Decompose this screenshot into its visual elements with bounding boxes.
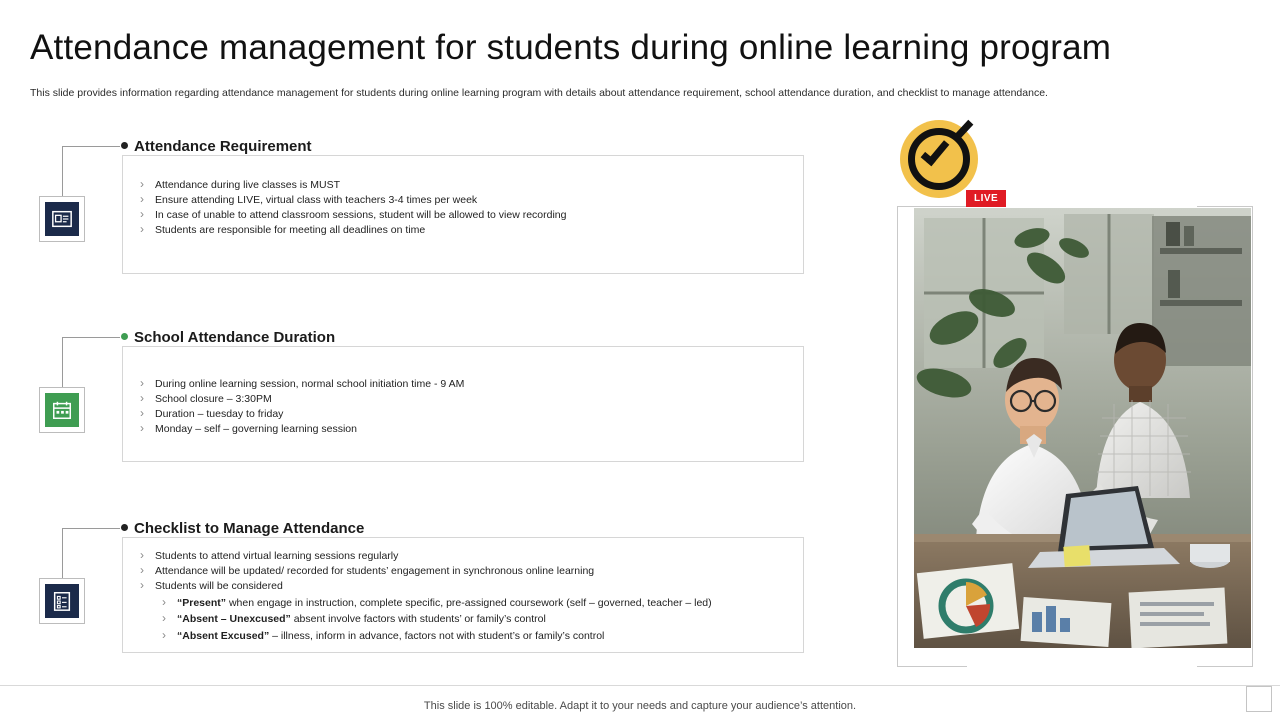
panel-school-attendance-duration bbox=[122, 346, 804, 462]
list-item-term: “Absent – Unexcused” bbox=[177, 613, 291, 625]
panel-checklist bbox=[122, 537, 804, 653]
frame-top-left-line bbox=[897, 206, 967, 207]
list-item: › Students are responsible for meeting all deadlines on time bbox=[137, 223, 785, 238]
list-item: › Students will be considered bbox=[137, 579, 785, 594]
media-panel bbox=[897, 120, 1267, 680]
connector-vertical bbox=[62, 146, 63, 196]
list-item: › In case of unable to attend classroom sessions, student will be allowed to view recording bbox=[137, 208, 785, 223]
frame-right-line bbox=[1252, 206, 1253, 666]
footer-note: This slide is 100% editable. Adapt it to your needs and capture your audience’s attention. bbox=[423, 700, 857, 712]
frame-left-line bbox=[897, 206, 898, 666]
section-heading: School Attendance Duration bbox=[134, 329, 336, 346]
bullet-list bbox=[137, 178, 785, 238]
corner-marker bbox=[1246, 686, 1272, 712]
list-item-text: when engage in instruction, complete specific, pre-assigned coursework (self – governed, teacher – led) bbox=[226, 596, 712, 609]
section-bullet-dot bbox=[121, 142, 128, 149]
frame-bottom-right-line bbox=[1197, 666, 1253, 667]
list-item-text: absent involve factors with students’ or family’s control bbox=[290, 613, 546, 625]
connector-horizontal bbox=[62, 528, 120, 529]
connector-vertical bbox=[62, 528, 63, 578]
panel-attendance-requirement bbox=[122, 155, 804, 274]
list-item: › Attendance will be updated/ recorded for students’ engagement in synchronous online learning bbox=[137, 564, 785, 579]
list-item: › School closure – 3:30PM bbox=[137, 392, 785, 407]
bullet-list bbox=[137, 377, 785, 437]
live-badge: LIVE bbox=[966, 190, 1006, 207]
section-heading: Attendance Requirement bbox=[134, 138, 312, 155]
list-item: › Ensure attending LIVE, virtual class with teachers 3-4 times per week bbox=[137, 193, 785, 208]
media-photo bbox=[914, 208, 1251, 648]
check-mark-tail bbox=[955, 120, 974, 139]
calendar-icon bbox=[45, 393, 79, 427]
list-item: › Duration – tuesday to friday bbox=[137, 407, 785, 422]
check-circle-icon bbox=[900, 120, 978, 198]
section-bullet-dot bbox=[121, 524, 128, 531]
section-bullet-dot bbox=[121, 333, 128, 340]
frame-top-right-line bbox=[1197, 206, 1253, 207]
frame-bottom-left-line bbox=[897, 666, 967, 667]
connector-horizontal bbox=[62, 146, 120, 147]
list-item-sub bbox=[137, 612, 785, 627]
list-item-text: – illness, inform in advance, factors not with student’s or family’s control bbox=[269, 629, 605, 642]
list-item: › Attendance during live classes is MUST bbox=[137, 178, 785, 193]
list-item-sub bbox=[137, 596, 785, 611]
list-item-term: “Present” bbox=[177, 596, 227, 609]
icon-box-school-attendance-duration bbox=[39, 387, 85, 433]
connector-vertical bbox=[62, 337, 63, 387]
list-item: › During online learning session, normal school initiation time - 9 AM bbox=[137, 377, 785, 392]
bullet-list bbox=[137, 549, 785, 643]
footer-divider bbox=[0, 685, 1280, 686]
section-heading: Checklist to Manage Attendance bbox=[134, 520, 365, 537]
list-item: › Monday – self – governing learning session bbox=[137, 422, 785, 437]
page-title: Attendance management for students during online learning program bbox=[30, 28, 1112, 67]
checklist-icon bbox=[45, 584, 79, 618]
icon-box-attendance-requirement bbox=[39, 196, 85, 242]
icon-box-checklist bbox=[39, 578, 85, 624]
slide-subtitle: This slide provides information regarding attendance management for students during online learning program with details about attendance requirement, school attendance duration, and checklist to manage attendance. bbox=[30, 87, 1048, 99]
id-card-icon bbox=[45, 202, 79, 236]
list-item: › Students to attend virtual learning sessions regularly bbox=[137, 549, 785, 564]
list-item-sub bbox=[137, 629, 785, 644]
connector-horizontal bbox=[62, 337, 120, 338]
list-item-term: “Absent Excused” bbox=[177, 629, 270, 642]
